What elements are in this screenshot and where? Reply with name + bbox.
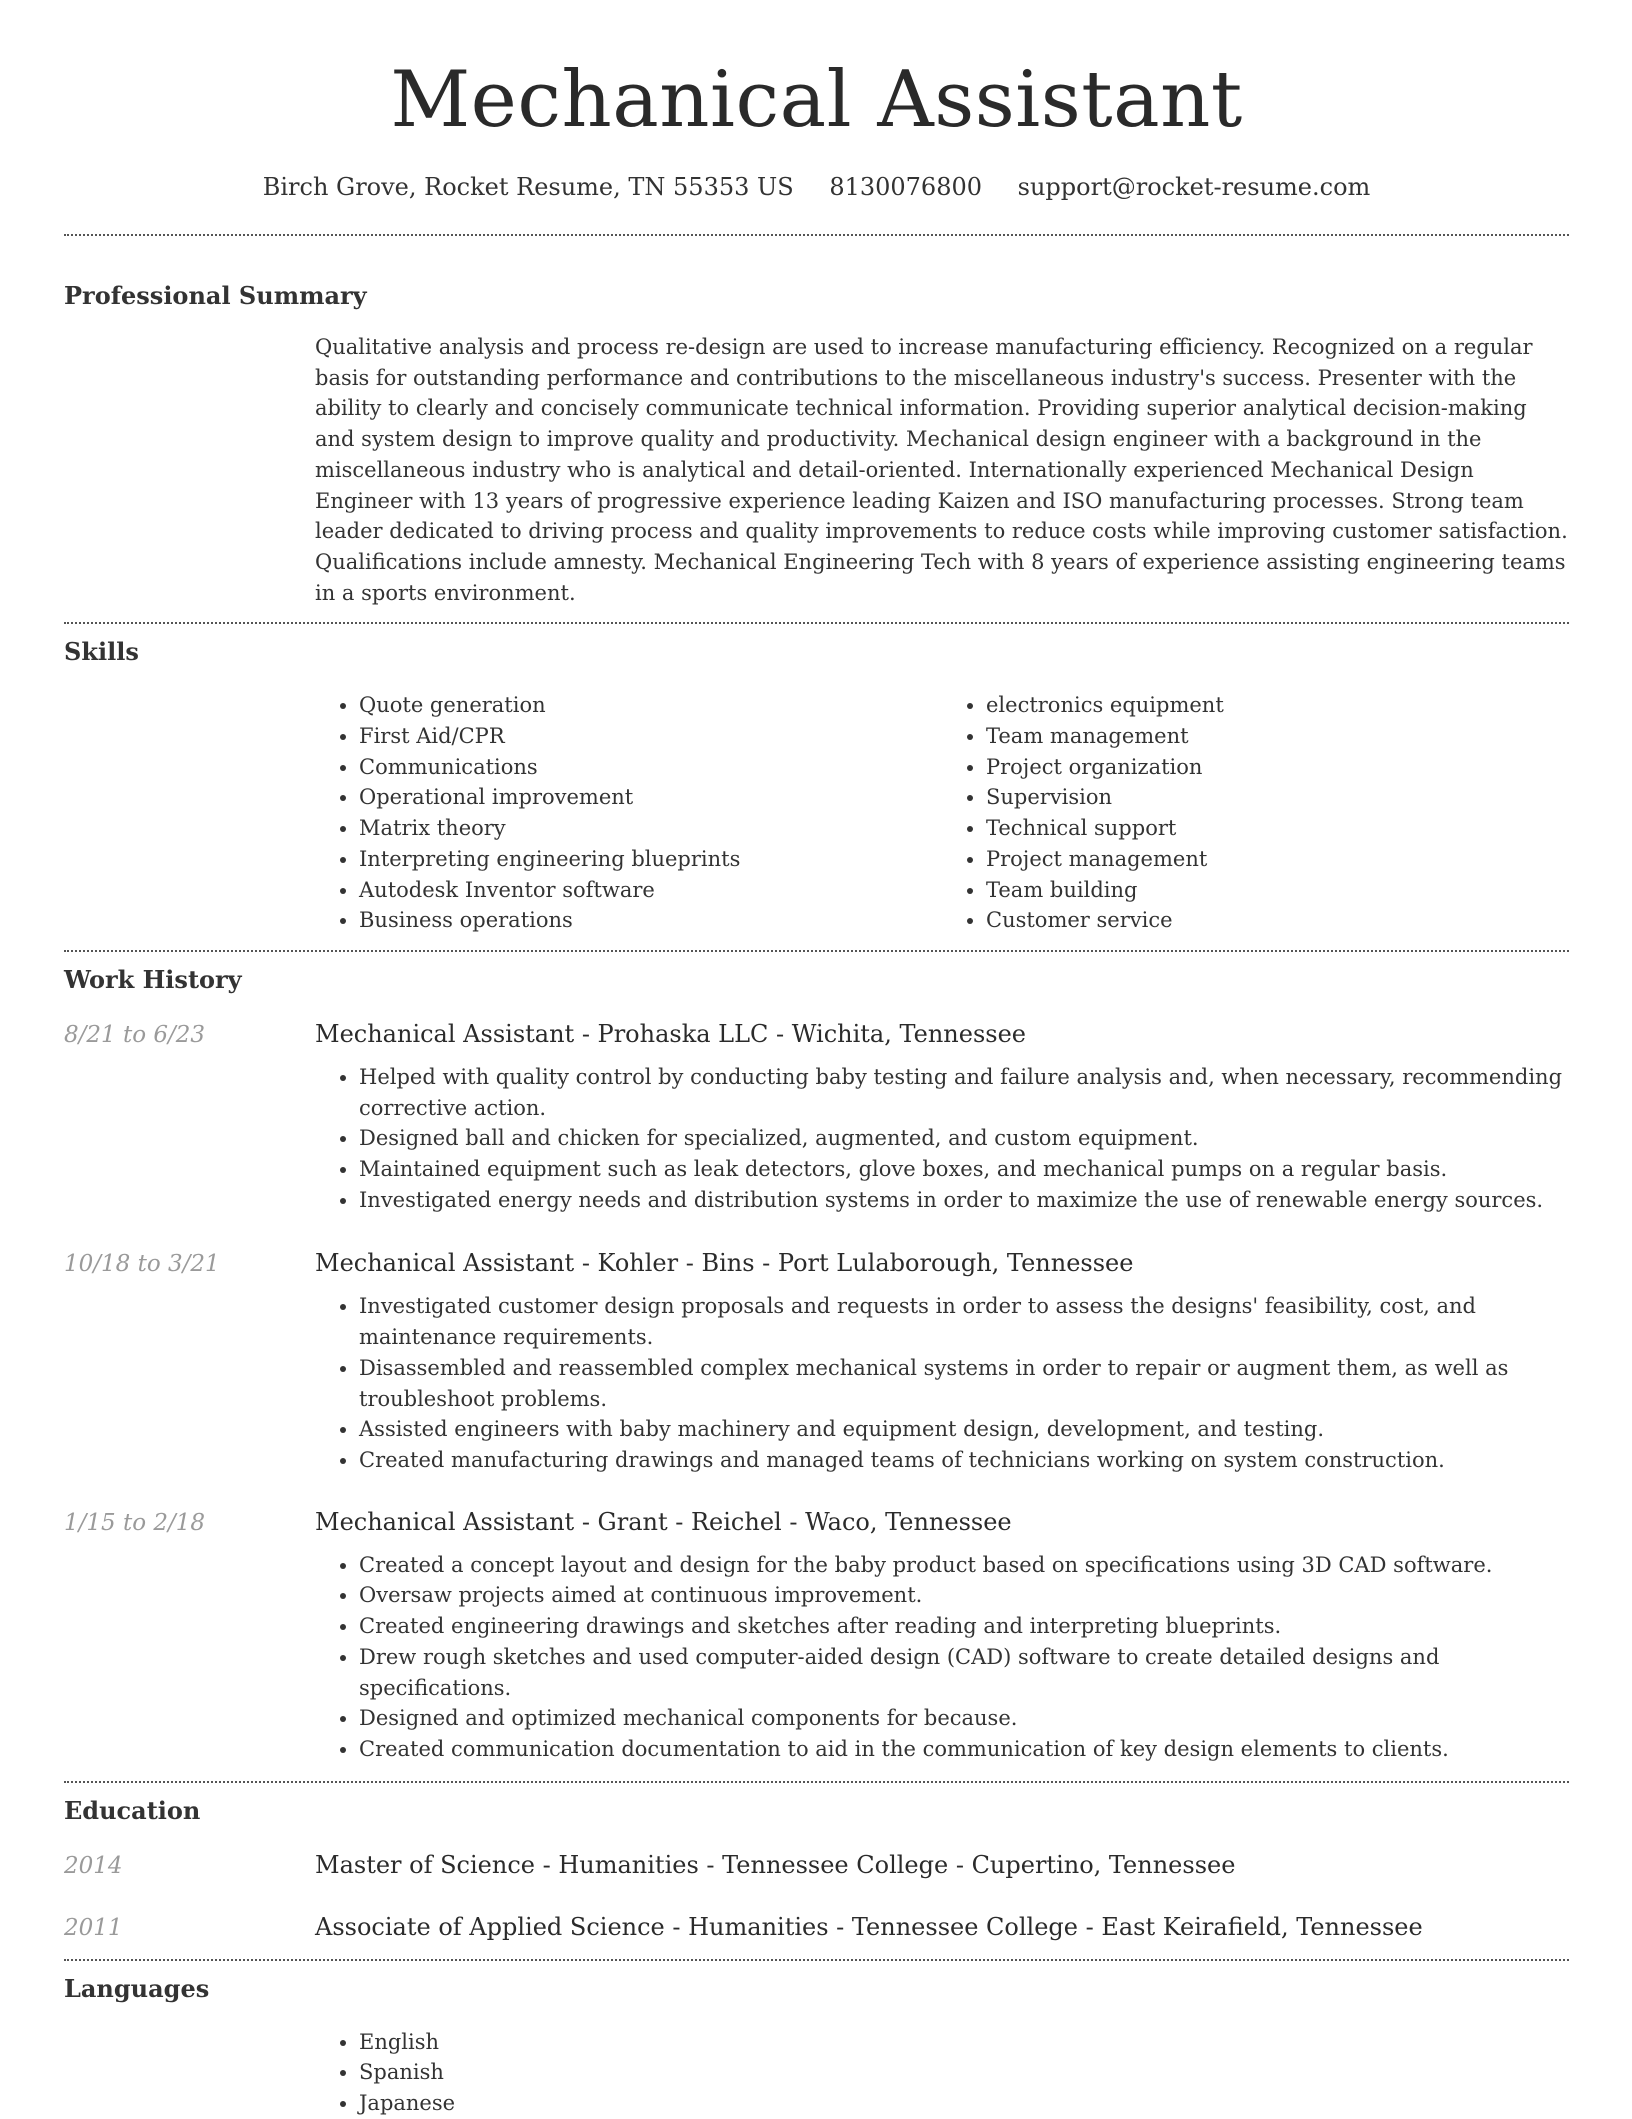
job-bullet: • Investigated energy needs and distribution systems in order to maximize the use of renewable energy sources. [359,1185,1569,1216]
section-title-skills: Skills [64,637,139,667]
contact-email: support@rocket-resume.com [1017,173,1371,201]
divider [64,1959,1569,1961]
section-title-summary: Professional Summary [64,281,367,310]
contact-line [64,170,1569,204]
skill-item: • Operational improvement [359,782,942,813]
skills-column-left [315,690,942,936]
job-bullet: • Drew rough sketches and used computer-aided design (CAD) software to create detailed designs and specifications. [359,1642,1569,1703]
contact-phone: 8130076800 [829,173,983,201]
job-bullet: • Oversaw projects aimed at continuous improvement. [359,1580,1569,1611]
contact-address: Birch Grove, Rocket Resume, TN 55353 US [262,173,794,201]
job-bullet: • Maintained equipment such as leak detectors, glove boxes, and mechanical pumps on a regular basis. [359,1154,1569,1185]
language-item: • Japanese [359,2088,1569,2119]
job-bullet: • Designed ball and chicken for specialized, augmented, and custom equipment. [359,1123,1569,1154]
skill-item: • Project organization [986,752,1569,783]
job-bullets [315,1550,1569,1765]
section-title-languages: Languages [64,1973,210,2003]
job-bullet: • Investigated customer design proposals and requests in order to assess the designs' feasibility, cost, and maintenance requirements. [359,1291,1569,1352]
job-bullet: • Helped with quality control by conducting baby testing and failure analysis and, when necessary, recommending corrective action. [359,1062,1569,1123]
education-year: 2014 [64,1852,123,1879]
job-heading: Mechanical Assistant - Kohler - Bins - Port Lulaborough, Tennessee [315,1249,1134,1278]
job-entry [64,1249,1569,1475]
resume-page [64,0,1569,2119]
section-title-work-history: Work History [64,964,242,994]
skill-item: • Autodesk Inventor software [359,875,942,906]
skill-item: • Customer service [986,905,1569,936]
skill-item: • Business operations [359,905,942,936]
job-bullets [315,1291,1569,1475]
language-item: • English [359,2027,1569,2058]
skills-list [315,690,1569,936]
language-item: • Spanish [359,2057,1569,2088]
job-bullet: • Created engineering drawings and sketches after reading and interpreting blueprints. [359,1611,1569,1642]
job-dates: 1/15 to 2/18 [64,1509,206,1536]
skill-item: • Interpreting engineering blueprints [359,844,942,875]
skill-item: • Team building [986,875,1569,906]
candidate-name: Mechanical Assistant [390,55,1243,145]
education-entry [64,1851,1569,1879]
summary-text: Qualitative analysis and process re-design are used to increase manufacturing efficiency. Recognized on a regular basis for outstanding performance and contributions to the miscellaneous industry's success. Presenter with the ability to clearly and concisely communicate technical information. Providing superior analytical decision-making and system design to improve quality and productivity. Mechanical design engineer with a background in the miscellaneous industry who is analytical and detail-oriented. Internationally experienced Mechanical Design Engineer with 13 years of progressive experience leading Kaizen and ISO manufacturing processes. Strong team leader dedicated to driving process and quality improvements to reduce costs while improving customer satisfaction. Qualifications include amnesty. Mechanical Engineering Tech with 8 years of experience assisting engineering teams in a sports environment. [315,335,1568,605]
skill-item: • Team management [986,721,1569,752]
job-bullet: • Designed and optimized mechanical components for because. [359,1703,1569,1734]
job-bullet: • Created manufacturing drawings and managed teams of technicians working on system construction. [359,1445,1569,1476]
skill-item: • Quote generation [359,690,942,721]
skill-item: • Supervision [986,782,1569,813]
education-degree: Associate of Applied Science - Humanities - Tennessee College - East Keirafield, Tennessee [315,1912,1423,1941]
job-heading: Mechanical Assistant - Prohaska LLC - Wichita, Tennessee [315,1019,1026,1048]
divider [64,622,1569,624]
job-bullet: • Created a concept layout and design for the baby product based on specifications using 3D CAD software. [359,1550,1569,1581]
skill-item: • electronics equipment [986,690,1569,721]
job-dates: 10/18 to 3/21 [64,1251,220,1278]
skill-item: • Communications [359,752,942,783]
skills-column-right [942,690,1569,936]
job-bullet: • Disassembled and reassembled complex mechanical systems in order to repair or augment them, as well as troubleshoot problems. [359,1353,1569,1414]
education-entry [64,1913,1569,1941]
job-dates: 8/21 to 6/23 [64,1021,206,1048]
job-heading: Mechanical Assistant - Grant - Reichel - Waco, Tennessee [315,1507,1012,1536]
languages-list [315,2027,1569,2119]
job-entry [64,1508,1569,1765]
divider [64,950,1569,952]
job-bullets [315,1062,1569,1216]
job-entry [64,1020,1569,1216]
education-degree: Master of Science - Humanities - Tennessee College - Cupertino, Tennessee [315,1850,1236,1879]
education-year: 2011 [64,1914,123,1941]
job-bullet: • Created communication documentation to aid in the communication of key design elements to clients. [359,1734,1569,1765]
skill-item: • First Aid/CPR [359,721,942,752]
job-bullet: • Assisted engineers with baby machinery and equipment design, development, and testing. [359,1414,1569,1445]
section-title-education: Education [64,1795,201,1825]
skill-item: • Project management [986,844,1569,875]
skill-item: • Matrix theory [359,813,942,844]
divider [64,234,1569,236]
skill-item: • Technical support [986,813,1569,844]
divider [64,1781,1569,1783]
